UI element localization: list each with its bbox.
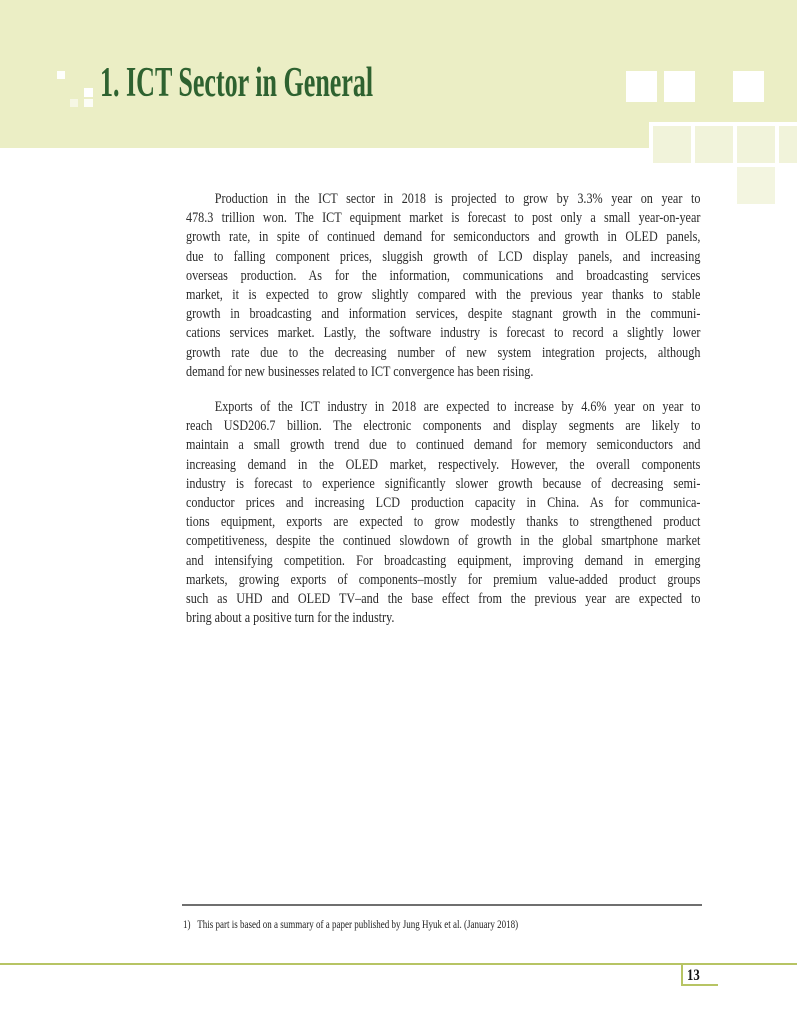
deco-square-icon <box>737 167 775 204</box>
text-line: market, it is expected to grow slightly compared with the previous year thanks to stable <box>186 286 701 304</box>
paragraph-exports <box>186 397 700 627</box>
deco-square-icon <box>695 126 733 163</box>
deco-square-icon <box>664 71 695 102</box>
deco-square-grid <box>649 122 797 167</box>
text-line: growth in broadcasting and information services, despite stagnant growth in the communi- <box>186 305 701 323</box>
page-number: 13 <box>687 967 700 984</box>
text-line: growth rate, in spite of continued demand for semiconductors and growth in OLED panels, <box>186 228 701 246</box>
text-line: such as UHD and OLED TV–and the base effect from the previous year are expected to <box>186 590 701 608</box>
text-line: due to falling component prices, sluggish growth of LCD display panels, and increasing <box>186 247 701 265</box>
footnote-marker: 1) <box>183 917 191 931</box>
text-line: demand for new businesses related to ICT convergence has been rising. <box>186 362 534 380</box>
text-line: markets, growing exports of components–mostly for premium value-added product groups <box>186 570 701 588</box>
text-line: conductor prices and increasing LCD production capacity in China. As for communica- <box>186 494 701 512</box>
text-line: 478.3 trillion won. The ICT equipment market is forecast to post only a small year-on-year <box>186 209 701 227</box>
text-line: growth rate due to the decreasing number of new system integration projects, although <box>186 343 701 361</box>
footnote <box>183 917 518 932</box>
text-line: bring about a positive turn for the industry. <box>186 609 395 627</box>
page-number-tab-left-line <box>681 964 683 985</box>
paragraph-production <box>186 189 700 381</box>
text-line: maintain a small growth trend due to continued demand for memory semiconductors and <box>186 436 701 454</box>
text-line: overseas production. As for the information, communications and broadcasting services <box>186 266 701 284</box>
deco-square-icon <box>626 71 657 102</box>
deco-square-icon <box>57 71 65 79</box>
body-text <box>186 189 700 627</box>
text-line: increasing demand in the OLED market, respectively. However, the overall components <box>186 455 701 473</box>
text-line: Production in the ICT sector in 2018 is projected to grow by 3.3% year on year to <box>214 190 701 207</box>
text-line: reach USD206.7 billion. The electronic components and display segments are likely to <box>186 417 701 435</box>
deco-square-icon <box>779 126 797 163</box>
deco-square-icon <box>70 99 78 107</box>
footer-accent-line <box>0 963 797 965</box>
chapter-title: 1. ICT Sector in General <box>100 60 374 106</box>
deco-square-icon <box>84 88 93 97</box>
deco-square-icon <box>84 99 93 107</box>
text-line: cations services market. Lastly, the software industry is forecast to record a slightly lower <box>186 324 701 342</box>
text-line: Exports of the ICT industry in 2018 are expected to increase by 4.6% year on year to <box>214 398 701 416</box>
text-line: competitiveness, despite the continued slowdown of growth in the global smartphone market <box>186 532 701 550</box>
deco-square-icon <box>733 71 764 102</box>
deco-square-icon <box>737 126 775 163</box>
text-line: tions equipment, exports are expected to grow modestly thanks to strengthened product <box>186 513 701 531</box>
text-line: and intensifying competition. For broadcasting equipment, improving demand in emerging <box>186 551 701 569</box>
footnote-text: This part is based on a summary of a paper published by Jung Hyuk et al. (January 2018) <box>197 917 519 931</box>
deco-square-icon <box>653 126 691 163</box>
footnote-divider <box>182 904 702 906</box>
text-line: industry is forecast to experience significantly slower growth because of decreasing semi- <box>186 474 701 492</box>
